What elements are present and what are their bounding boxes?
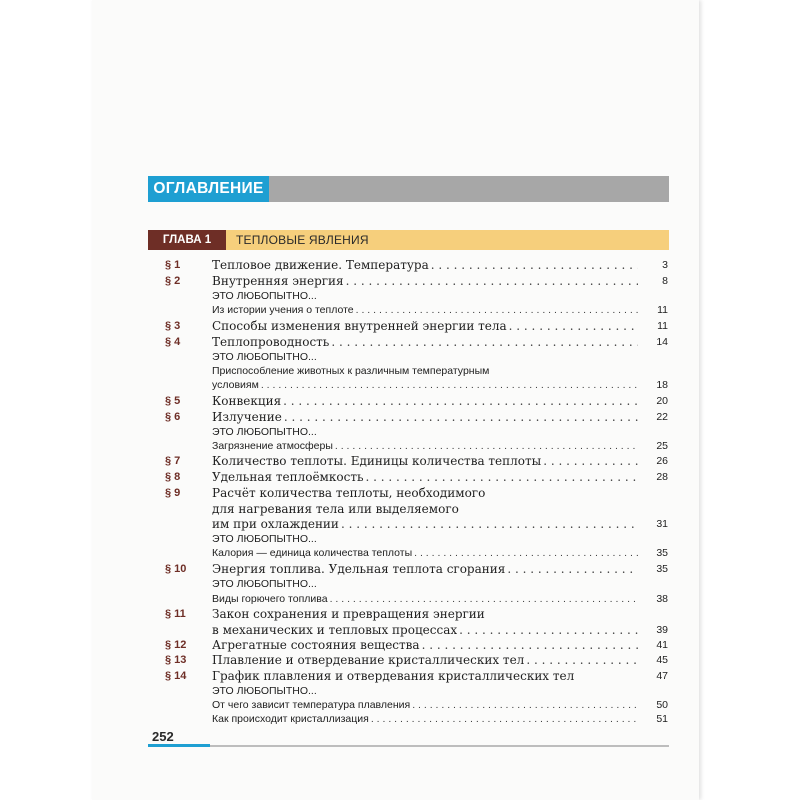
toc-leader-dots bbox=[330, 592, 638, 606]
toc-section-number: § 1 bbox=[165, 259, 181, 271]
toc-entry-text: условиям bbox=[212, 379, 259, 391]
toc-entry-text: Способы изменения внутренней энергии тела bbox=[212, 319, 507, 333]
toc-page-number: 22 bbox=[656, 411, 668, 423]
toc-leader-dots bbox=[509, 318, 638, 334]
toc-entry-text: в механических и тепловых процессах bbox=[212, 623, 458, 637]
toc-entry[interactable] bbox=[212, 273, 640, 289]
toc-entry-text: ЭТО ЛЮБОПЫТНО... bbox=[212, 426, 317, 438]
toc-entry-text: ЭТО ЛЮБОПЫТНО... bbox=[212, 578, 317, 590]
toc-leader-dots bbox=[431, 257, 638, 273]
toc-entry-text: Энергия топлива. Удельная теплота сгорания bbox=[212, 562, 506, 576]
toc-leader-dots bbox=[341, 516, 638, 532]
toc-entry-text: Плавление и отвердевание кристаллических тел bbox=[212, 653, 525, 667]
toc-entry-text: ЭТО ЛЮБОПЫТНО... bbox=[212, 533, 317, 545]
toc-page-number: 18 bbox=[656, 379, 668, 391]
toc-subentry[interactable] bbox=[212, 303, 640, 317]
toc-leader-dots bbox=[543, 453, 638, 469]
toc-section-number: § 6 bbox=[165, 411, 181, 423]
toc-section-number: § 7 bbox=[165, 455, 181, 467]
toc-leader-dots bbox=[261, 378, 638, 392]
toc-entry[interactable] bbox=[212, 318, 640, 334]
toc-entry-text: Приспособление животных к различным температурным bbox=[212, 365, 490, 377]
toc-section-number: § 5 bbox=[165, 395, 181, 407]
toc-section-number: § 14 bbox=[165, 670, 187, 682]
toc-entry-text: Количество теплоты. Единицы количества теплоты bbox=[212, 454, 542, 468]
toc-page-number: 31 bbox=[656, 518, 668, 530]
toc-subentry[interactable] bbox=[212, 577, 640, 591]
toc-entry-text: График плавления и отвердевания кристаллических тел bbox=[212, 669, 575, 683]
toc-entry-text: ЭТО ЛЮБОПЫТНО... bbox=[212, 685, 317, 697]
toc-page-number: 25 bbox=[656, 440, 668, 452]
toc-entry-text: Загрязнение атмосферы bbox=[212, 440, 333, 452]
toc-entry-text: Калория — единица количества теплоты bbox=[212, 547, 413, 559]
toc-subentry[interactable] bbox=[212, 425, 640, 439]
toc-entry[interactable] bbox=[212, 637, 640, 653]
footer-rule-accent bbox=[148, 744, 210, 747]
toc-entry[interactable] bbox=[212, 485, 640, 501]
toc-entry[interactable] bbox=[212, 516, 640, 532]
toc-page-number: 35 bbox=[656, 563, 668, 575]
toc-entry[interactable] bbox=[212, 409, 640, 425]
toc-entry-text: Из истории учения о теплоте bbox=[212, 304, 354, 316]
toc-page-number: 50 bbox=[656, 699, 668, 711]
toc-leader-dots bbox=[366, 469, 639, 485]
toc-leader-dots bbox=[335, 439, 638, 453]
toc-entry-text: Как происходит кристаллизация bbox=[212, 713, 369, 725]
toc-section-number: § 11 bbox=[165, 608, 186, 620]
toc-leader-dots bbox=[371, 712, 638, 726]
toc-entry-text: для нагревания тела или выделяемого bbox=[212, 502, 459, 516]
toc-page-number: 39 bbox=[656, 624, 668, 636]
toc-entry[interactable] bbox=[212, 453, 640, 469]
toc-entry-text: Закон сохранения и превращения энергии bbox=[212, 607, 485, 621]
toc-subentry[interactable] bbox=[212, 546, 640, 560]
page-title: ОГЛАВЛЕНИЕ bbox=[148, 176, 269, 202]
toc-entry[interactable] bbox=[212, 668, 640, 684]
toc-entry-text: Теплопроводность bbox=[212, 335, 330, 349]
toc-subentry[interactable] bbox=[212, 378, 640, 392]
toc-page-number: 35 bbox=[656, 547, 668, 559]
toc-subentry[interactable] bbox=[212, 712, 640, 726]
toc-leader-dots bbox=[459, 622, 638, 638]
toc-page-number: 11 bbox=[657, 320, 668, 332]
toc-page-number: 45 bbox=[656, 654, 668, 666]
toc-entry-text: Внутренняя энергия bbox=[212, 274, 344, 288]
toc-leader-dots bbox=[283, 393, 638, 409]
toc-entry[interactable] bbox=[212, 652, 640, 668]
toc-subentry[interactable] bbox=[212, 698, 640, 712]
toc-page-number: 14 bbox=[656, 336, 668, 348]
toc-page-number: 47 bbox=[656, 670, 668, 682]
toc-leader-dots bbox=[284, 409, 638, 425]
toc-subentry[interactable] bbox=[212, 439, 640, 453]
toc-leader-dots bbox=[331, 334, 638, 350]
toc-entry[interactable] bbox=[212, 469, 640, 485]
toc-section-number: § 4 bbox=[165, 336, 181, 348]
toc-section-number: § 3 bbox=[165, 320, 181, 332]
toc-page-number: 38 bbox=[656, 593, 668, 605]
toc-entry-text: Удельная теплоёмкость bbox=[212, 470, 364, 484]
toc-page-number: 3 bbox=[662, 259, 668, 271]
toc-entry-text: им при охлаждении bbox=[212, 517, 339, 531]
toc-entry-text: ЭТО ЛЮБОПЫТНО... bbox=[212, 290, 317, 302]
toc-section-number: § 13 bbox=[165, 654, 187, 666]
toc-page-number: 26 bbox=[656, 455, 668, 467]
toc-leader-dots bbox=[422, 637, 638, 653]
toc-section-number: § 2 bbox=[165, 275, 181, 287]
toc-subentry[interactable] bbox=[212, 289, 640, 303]
toc-entry[interactable] bbox=[212, 561, 640, 577]
toc-leader-dots bbox=[346, 273, 638, 289]
toc-subentry[interactable] bbox=[212, 350, 640, 364]
toc-entry[interactable] bbox=[212, 622, 640, 638]
toc-subentry[interactable] bbox=[212, 532, 640, 546]
toc-subentry[interactable] bbox=[212, 364, 640, 378]
toc-entry-text: От чего зависит температура плавления bbox=[212, 699, 411, 711]
toc-entry-text: Виды горючего топлива bbox=[212, 593, 328, 605]
toc-entry[interactable] bbox=[212, 501, 640, 517]
page-number: 252 bbox=[152, 729, 174, 744]
toc-entry[interactable] bbox=[212, 334, 640, 350]
toc-leader-dots bbox=[356, 303, 638, 317]
toc-page-number: 41 bbox=[656, 639, 668, 651]
toc-entry-text: Излучение bbox=[212, 410, 282, 424]
toc-page-number: 51 bbox=[656, 713, 668, 725]
toc-entry[interactable] bbox=[212, 257, 640, 273]
chapter-title: ТЕПЛОВЫЕ ЯВЛЕНИЯ bbox=[236, 233, 369, 247]
toc-section-number: § 9 bbox=[165, 487, 181, 499]
toc-entry-text: ЭТО ЛЮБОПЫТНО... bbox=[212, 351, 317, 363]
toc-section-number: § 10 bbox=[165, 563, 187, 575]
toc-entry-text: Агрегатные состояния вещества bbox=[212, 638, 420, 652]
toc-entry-text: Расчёт количества теплоты, необходимого bbox=[212, 486, 486, 500]
footer-rule bbox=[210, 745, 669, 747]
toc-page-number: 11 bbox=[657, 304, 668, 316]
toc-page-number: 28 bbox=[656, 471, 668, 483]
toc-leader-dots bbox=[526, 652, 638, 668]
toc-entry[interactable] bbox=[212, 393, 640, 409]
toc-entry-text: Тепловое движение. Температура bbox=[212, 258, 429, 272]
toc-section-number: § 8 bbox=[165, 471, 181, 483]
toc-leader-dots bbox=[412, 698, 638, 712]
toc-entry-text: Конвекция bbox=[212, 394, 282, 408]
toc-leader-dots bbox=[507, 561, 638, 577]
toc-entry[interactable] bbox=[212, 606, 640, 622]
toc-subentry[interactable] bbox=[212, 684, 640, 698]
toc-page-number: 8 bbox=[662, 275, 668, 287]
chapter-number: ГЛАВА 1 bbox=[148, 230, 226, 250]
toc-subentry[interactable] bbox=[212, 592, 640, 606]
toc-page-number: 20 bbox=[656, 395, 668, 407]
toc-section-number: § 12 bbox=[165, 639, 187, 651]
toc-leader-dots bbox=[414, 546, 638, 560]
